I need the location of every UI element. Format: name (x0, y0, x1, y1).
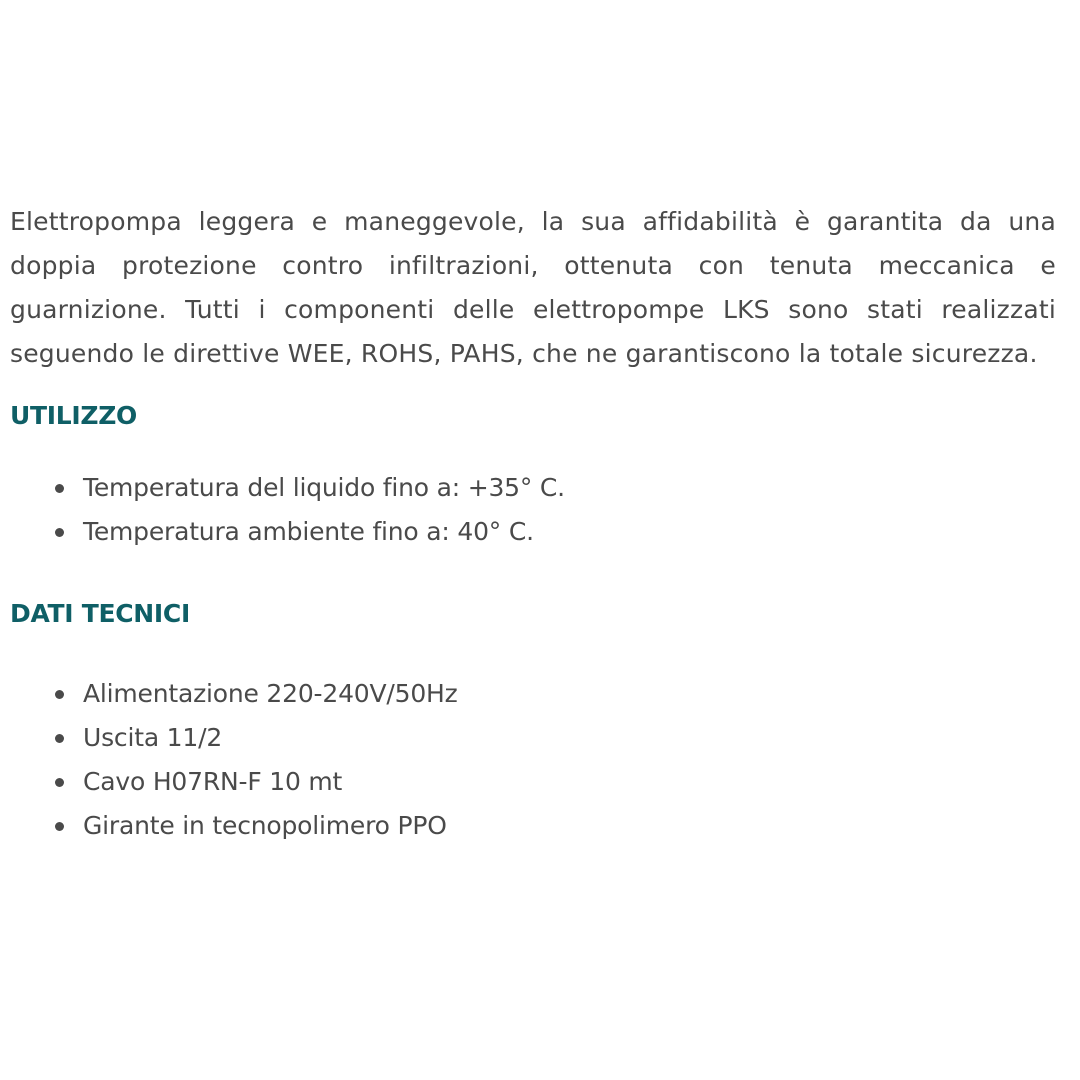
list-item-text: Uscita 11/2 (83, 723, 223, 752)
list-item (10, 672, 1056, 716)
list-item (10, 716, 1056, 760)
list-item (10, 466, 1056, 510)
utilizzo-heading: UTILIZZO (10, 401, 137, 430)
bullet-icon (55, 822, 64, 831)
list-item (10, 760, 1056, 804)
list-item (10, 510, 1056, 554)
list-item-text: Girante in tecnopolimero PPO (83, 811, 447, 840)
product-description (10, 200, 1056, 848)
bullet-icon (55, 778, 64, 787)
dati-tecnici-list (10, 672, 1056, 848)
intro-paragraph: Elettropompa leggera e maneggevole, la sua affidabilità è garantita da una doppia protezione contro infiltrazioni, ottenuta con tenuta meccanica e guarnizione. Tutti i componenti delle elettropompe LKS sono stati realizzati seguendo le direttive WEE, ROHS, PAHS, che ne garantiscono la totale sicurezza. (10, 207, 1056, 368)
list-item-text: Cavo H07RN-F 10 mt (83, 767, 343, 796)
bullet-icon (55, 528, 64, 537)
bullet-icon (55, 734, 64, 743)
list-item (10, 804, 1056, 848)
dati-tecnici-heading: DATI TECNICI (10, 599, 190, 628)
list-item-text: Alimentazione 220-240V/50Hz (83, 679, 458, 708)
bullet-icon (55, 484, 64, 493)
list-item-text: Temperatura ambiente fino a: 40° C. (83, 517, 534, 546)
bullet-icon (55, 690, 64, 699)
utilizzo-list (10, 466, 1056, 554)
list-item-text: Temperatura del liquido fino a: +35° C. (83, 473, 565, 502)
